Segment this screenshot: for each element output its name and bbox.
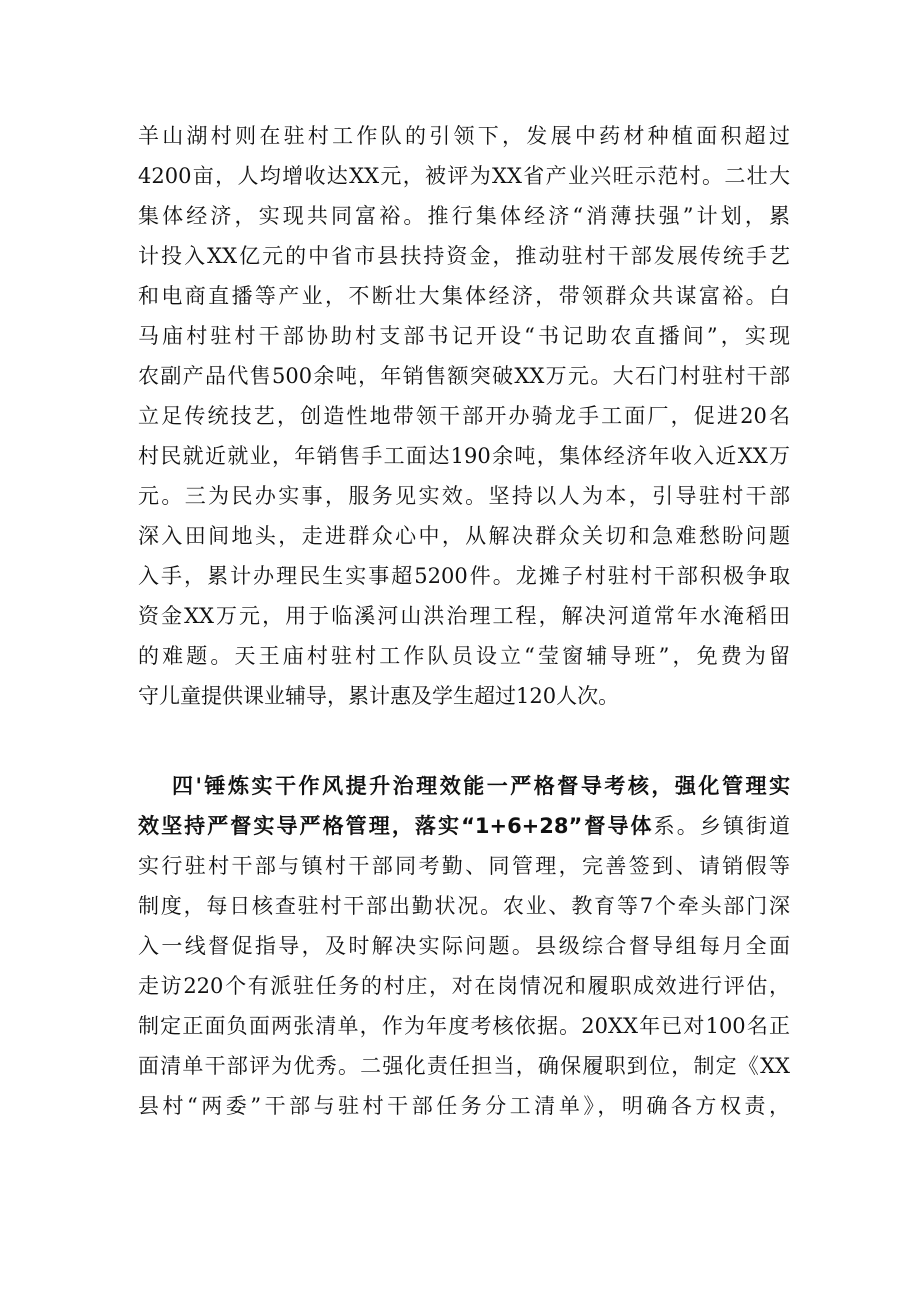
text-segment: 系。乡镇街道 — [653, 814, 790, 838]
text-line: 入一线督促指导，及时解决实际问题。县级综合督导组每月全面 — [138, 934, 790, 958]
text-line-mixed — [138, 806, 790, 846]
text-line: 守儿童提供课业辅导，累计惠及学生超过120人次。 — [138, 684, 620, 708]
text-line: 马庙村驻村干部协助村支部书记开设“书记助农直播间”，实现 — [138, 324, 790, 348]
text-line: 元。三为民办实事，服务见实效。坚持以人为本，引导驻村干部 — [138, 484, 790, 508]
text-line: 和电商直播等产业，不断壮大集体经济，带领群众共谋富裕。白 — [138, 284, 790, 308]
text-line: 深入田间地头，走进群众心中，从解决群众关切和急难愁盼问题 — [138, 524, 790, 548]
section-heading-continued: 效坚持严督实导严格管理，落实“1+6+28”督导体 — [138, 814, 654, 838]
text-line: 面清单干部评为优秀。二强化责任担当，确保履职到位，制定《XX — [138, 1054, 790, 1078]
text-line: 农副产品代售500余吨，年销售额突破XX万元。大石门村驻村干部 — [138, 364, 790, 388]
text-line: 4200亩，人均增收达XX元，被评为XX省产业兴旺示范村。二壮大 — [138, 164, 790, 188]
text-line: 集体经济，实现共同富裕。推行集体经济“消薄扶强”计划，累 — [138, 204, 790, 228]
text-line: 县村“两委”干部与驻村干部任务分工清单》，明确各方权责， — [138, 1094, 790, 1118]
section-heading: 四'锤炼实干作风提升治理效能一严格督导考核，强化管理实 — [172, 774, 790, 798]
text-line: 立足传统技艺，创造性地带领干部开办骑龙手工面厂，促进20名 — [138, 404, 790, 428]
text-line: 资金XX万元，用于临溪河山洪治理工程，解决河道常年水淹稻田 — [138, 604, 790, 628]
text-line: 制定正面负面两张清单，作为年度考核依据。20XX年已对100名正 — [138, 1014, 790, 1038]
text-line: 入手，累计办理民生实事超5200件。龙摊子村驻村干部积极争取 — [138, 564, 790, 588]
text-line: 村民就近就业，年销售手工面达190余吨，集体经济年收入近XX万 — [138, 444, 790, 468]
text-line: 计投入XX亿元的中省市县扶持资金，推动驻村干部发展传统手艺 — [138, 244, 790, 268]
text-line: 制度，每日核查驻村干部出勤状况。农业、教育等7个牵头部门深 — [138, 894, 790, 918]
text-line: 羊山湖村则在驻村工作队的引领下，发展中药材种植面积超过 — [138, 124, 790, 148]
paragraph-supervision — [138, 766, 790, 1126]
paragraph-rural-development — [138, 116, 790, 716]
text-line: 的难题。天王庙村驻村工作队员设立“莹窗辅导班”，免费为留 — [138, 644, 790, 668]
text-line: 实行驻村干部与镇村干部同考勤、同管理，完善签到、请销假等 — [138, 854, 790, 878]
text-line: 走访220个有派驻任务的村庄，对在岗情况和履职成效进行评估， — [138, 974, 790, 998]
